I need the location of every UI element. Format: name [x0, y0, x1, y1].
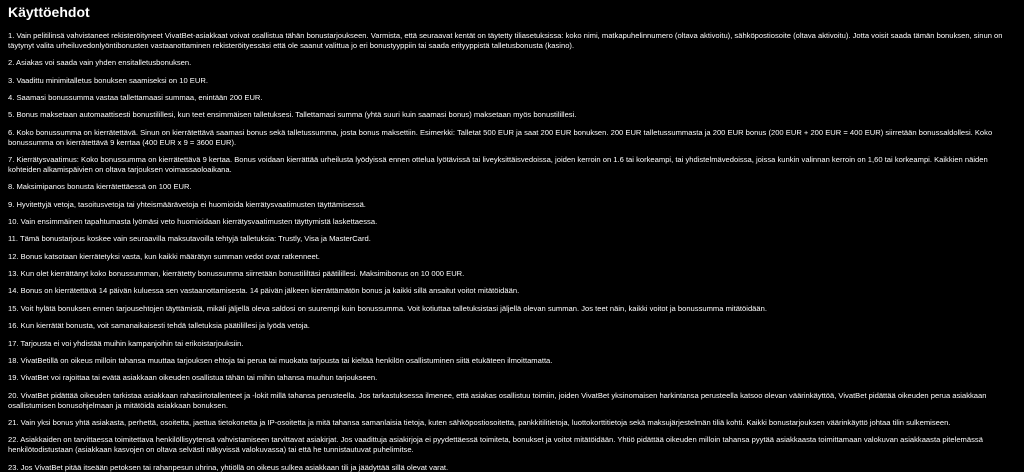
terms-item: 22. Asiakkaiden on tarvittaessa toimitettava henkilöllisyytensä vahvistamiseen tarvittavat asiakirjat. Jos vaadittuja asiakirjoja ei pyydettäessä toimiteta, bonukset ja voitot mitätöidään. Yhtiö pidättää oikeuden milloin tahansa pyytää asiakkaasta toimittamaan valokuvan asiakkaasta pitelemässä henkilötodistustaan (asiakkaan kasvojen on oltava selvästi näkyvissä valokuvassa) tai että he tunnistautuvat puhelimitse.: [8, 435, 983, 455]
terms-item: 18. VivatBetillä on oikeus milloin tahansa muuttaa tarjouksen ehtoja tai perua tai muokata tarjousta tai kieltää henkilön osallistuminen siitä etukäteen ilmoittamatta.: [8, 356, 553, 366]
terms-item: 21. Vain yksi bonus yhtä asiakasta, perhettä, osoitetta, jaettua tietokonetta ja IP-osoitetta ja mitä tahansa samanlaisia tietoja, kuten sähköpostiosoitetta, pankkitilitietoja, luottokorttitietoja sekä maksujärjestelmän tiliä kohti. Kaikki bonustarjouksen väärinkäyttö johtaa tilin sulkemiseen.: [8, 418, 951, 427]
terms-item: 2. Asiakas voi saada vain yhden ensitalletusbonuksen.: [8, 58, 192, 68]
terms-item: 17. Tarjousta ei voi yhdistää muihin kampanjoihin tai erikoistarjouksiin.: [8, 338, 244, 348]
terms-item: 1. Vain pelitilinsä vahvistaneet rekisteröityneet VivatBet-asiakkaat voivat osallistua tähän bonustarjoukseen. Varmista, että seuraavat kentät on täytetty tiliasetuksissa: koko nimi, matkapuhelinnumero (oltava aktivoitu), sähköpostiosoite (oltava aktivoitu). Jotta voisit saada tämän bonuksen, sinun on täytynyt valita urheiluvedonlyöntibonusten vastaanottaminen rekisteröityessäsi että ole saanut valittua jo eri bonustyyppiin tai saada erityyppistä talletusbonusta (kasino).: [8, 31, 1003, 50]
terms-item: 8. Maksimipanos bonusta kierrätettäessä on 100 EUR.: [8, 182, 192, 192]
terms-item: 16. Kun kierrätät bonusta, voit samanaikaisesti tehdä talletuksia päätilillesi ja lyödä vetoja.: [8, 321, 310, 331]
terms-item: 19. VivatBet voi rajoittaa tai evätä asiakkaan oikeuden osallistua tähän tai mihin tahansa muuhun tarjoukseen.: [8, 373, 378, 383]
terms-item: 23. Jos VivatBet pitää itseään petoksen tai rahanpesun uhrina, yhtiöllä on oikeus sulkea asiakkaan tili ja jäädyttää sillä olevat varat.: [8, 462, 449, 472]
terms-item: 10. Vain ensimmäinen tapahtumasta lyömäsi veto huomioidaan kierrätysvaatimusten täyttymistä laskettaessa.: [8, 216, 378, 226]
terms-list: [8, 31, 1016, 472]
terms-item: 13. Kun olet kierrättänyt koko bonussumman, kierrätetty bonussumma siirretään bonustililtäsi päätilillesi. Maksimibonus on 10 000 EUR.: [8, 269, 465, 279]
page-title: Käyttöehdot: [8, 4, 90, 20]
terms-item: 11. Tämä bonustarjous koskee vain seuraavilla maksutavoilla tehtyjä talletuksia: Trustly, Visa ja MasterCard.: [8, 234, 371, 244]
terms-item: 20. VivatBet pidättää oikeuden tarkistaa asiakkaan rahasiirtotallenteet ja -lokit millä tahansa perusteella. Jos tarkastuksessa ilmenee, että asiakas osallistuu toimiin, joiden VivatBet yksinomaisen harkintansa perusteella katsoo olevan väärinkäyttöä, VivatBet pidättää oikeuden perua asiakkaan osallistumisen bonusohjelmaan ja mitätöidä asiakkaan bonuksen.: [8, 390, 987, 410]
terms-item: 9. Hyvitettyjä vetoja, tasoitusvetoja tai yhteismäärävetoja ei huomioida kierrätysvaatimusten täyttämisessä.: [8, 199, 366, 209]
terms-item: 14. Bonus on kierrätettävä 14 päivän kuluessa sen vastaanottamisesta. 14 päivän jälkeen kierrättämätön bonus ja kaikki sillä ansaitut voitot mitätöidään.: [8, 286, 520, 296]
terms-item: 7. Kierrätysvaatimus: Koko bonussumma on kierrätettävä 9 kertaa. Bonus voidaan kierrättää urheilusta lyödyissä ennen ottelua lyötävissä tai liveyksittäisvedoissa, joiden kerroin on 1.6 tai korkeampi, tai yhdistelmävedoissa, joissa kunkin valinnan kerroin on 1,60 tai korkeampi. Kaikkien näiden kohteiden alkamispäivien on oltava tarjouksen voimassaoloaikana.: [8, 154, 988, 174]
terms-item: 4. Saamasi bonussumma vastaa tallettamaasi summaa, enintään 200 EUR.: [8, 92, 263, 102]
terms-item: 6. Koko bonussumma on kierrätettävä. Sinun on kierrätettävä saamasi bonus sekä talletussumma, josta bonus maksettiin. Esimerkki: Talletat 500 EUR ja saat 200 EUR bonuksen. 200 EUR talletussummasta ja 200 EUR bonus (200 EUR + 200 EUR = 400 EUR) siirretään bonussaldollesi. Koko bonussumma on kierrätettävä 9 kerrtaa (400 EUR x 9 = 3600 EUR).: [8, 127, 993, 147]
terms-item: 12. Bonus katsotaan kierrätetyksi vasta, kun kaikki määrätyn summan vedot ovat ratkenneet.: [8, 251, 320, 261]
terms-item: 3. Vaadittu minimitalletus bonuksen saamiseksi on 10 EUR.: [8, 75, 208, 85]
terms-item: 15. Voit hylätä bonuksen ennen tarjousehtojen täyttämistä, mikäli jäljellä oleva saldosi on suurempi kuin bonussumma. Voit kotiuttaa talletuksistasi jäljellä olevan summan. Jos teet näin, kaikki voitot ja bonussumma mitätöidään.: [8, 303, 767, 313]
terms-item: 5. Bonus maksetaan automaattisesti bonustilillesi, kun teet ensimmäisen talletuksesi. Tallettamasi summa (yhtä suuri kuin saamasi bonus) maksetaan myös bonustilillesi.: [8, 110, 577, 120]
